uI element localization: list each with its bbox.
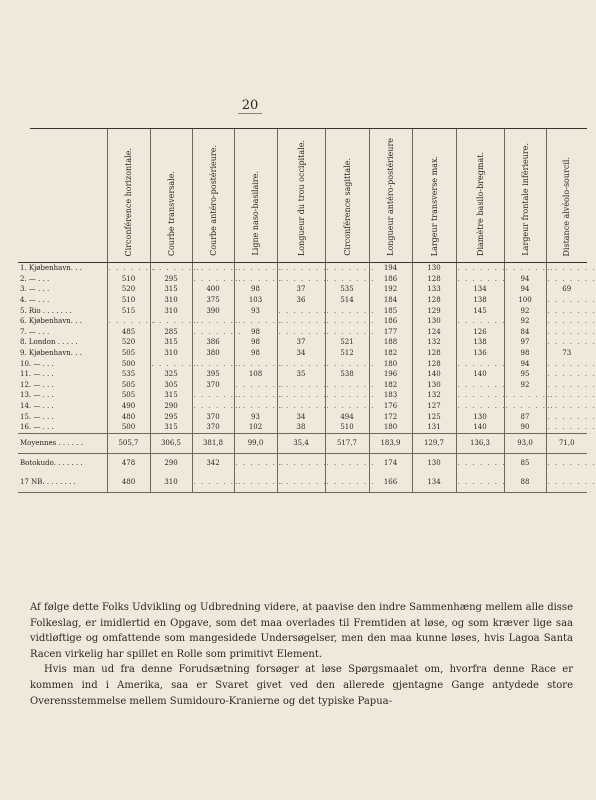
table-cell: . . . . . . . [325,453,369,473]
table-cell: 93 [234,305,277,316]
table-cell: 520 [107,337,150,348]
table-cell: 108 [234,369,277,380]
row-label: 12. — . . . [20,380,54,389]
table-row [18,411,587,422]
table-cell: 130 [412,453,456,473]
column-header [277,129,325,263]
table-cell: . . . . . . . [457,380,506,389]
table-cell: 480 [107,473,150,493]
table-cell: . . . . . . . [326,359,375,368]
table-cell: 480 [107,411,150,422]
table-cell: . . . . . . . [151,359,200,368]
table-cell: . . . . . . . [278,380,327,389]
table-cell: . . . . . . . [278,306,327,315]
table-cell: 310 [150,295,192,306]
table-cell: 98 [234,327,277,338]
table-cell: . . . . . . . [547,317,596,326]
row-label: 3. — . . . [20,285,50,294]
table-cell: 512 [325,348,369,359]
table-cell: 180 [369,358,412,369]
column-header-label: Circonférence horizontale. [124,147,133,256]
table-cell: 90 [504,422,546,433]
table-cell: 505,7 [107,433,150,453]
table-row [18,295,587,306]
table-cell: 38 [277,422,325,433]
table-row [18,305,587,316]
table-cell: . . . . . . . [547,359,596,368]
row-label: 17 NB. . . . . . . . [18,473,107,493]
table-cell: . . . . . . . [547,380,596,389]
table-row [18,369,587,380]
table-cell: . . . . . . . [278,359,327,368]
table-cell: 92 [504,316,546,327]
table-cell: . . . . . . . [277,453,325,473]
table-cell: . . . . . . . [457,317,506,326]
table-cell: . . . . . . . [151,317,200,326]
table-cell: 342 [192,453,234,473]
table-cell: 315 [150,284,192,295]
table-cell: 98 [234,284,277,295]
table-cell: 194 [369,263,412,274]
table-cell: 98 [234,348,277,359]
table-cell: 129 [412,305,456,316]
table-cell: . . . . . . . [505,391,554,400]
table-cell: . . . . . . . [193,327,242,336]
table-cell: 185 [369,305,412,316]
table-cell: 84 [504,327,546,338]
table-row [18,316,587,327]
table-cell: . . . . . . . [326,380,375,389]
table-cell: . . . . . . . [326,306,375,315]
table-cell: . . . . . . . [193,274,242,283]
table-cell: 180 [369,422,412,433]
column-header [107,129,150,263]
table-cell: 395 [192,369,234,380]
table-cell: 295 [150,274,192,285]
table-cell: 166 [369,473,412,493]
table-cell: . . . . . . . [326,327,375,336]
row-label: 11. — . . . [20,370,54,379]
column-header-label: Largeur frontale inférieure. [520,143,530,256]
row-label: 14. — . . . [20,402,54,411]
column-header-label: Circonférence sagittale. [342,158,352,256]
table-cell: 34 [277,411,325,422]
table-cell: 370 [192,380,234,391]
measurement-table [18,129,596,493]
row-label: Botokudo. . . . . . . [18,453,107,473]
table-cell: 94 [504,284,546,295]
table-cell: . . . . . . . [108,317,157,326]
table-cell: . . . . . . . [457,264,506,273]
table-cell: 182 [369,348,412,359]
table-cell: 98 [504,348,546,359]
table-cell: 315 [150,422,192,433]
column-header [456,129,504,263]
row-label: 15. — . . . [20,412,54,421]
row-label-header [18,129,107,263]
table-cell: 295 [150,411,192,422]
table-cell: 98 [234,337,277,348]
table-cell: 505 [107,380,150,391]
table-cell: 124 [412,327,456,338]
table-cell: 285 [150,327,192,338]
table-cell: . . . . . . . [108,264,157,273]
table-cell: . . . . . . . [278,317,327,326]
table-cell: . . . . . . . [326,391,375,400]
table-cell: 140 [412,369,456,380]
table-cell: . . . . . . . [192,473,234,493]
table-cell: 370 [192,411,234,422]
table-cell: . . . . . . . [325,473,369,493]
table-cell: 510 [325,422,369,433]
column-header-label: Ligne naso-basilaire. [251,171,260,256]
table-cell: 145 [456,305,504,316]
table-cell: 192 [369,284,412,295]
table-cell: . . . . . . . [456,473,504,493]
table-cell: 37 [277,284,325,295]
table-cell: 306,5 [150,433,192,453]
table-cell: 136,3 [456,433,504,453]
table-cell: 183 [369,390,412,401]
table-cell: 125 [412,411,456,422]
table-cell: 400 [192,284,234,295]
table-cell: . . . . . . . [278,402,327,411]
table-cell: 315 [150,390,192,401]
table-cell: . . . . . . . [547,338,596,347]
row-label: 8. London . . . . . [20,338,78,347]
table-cell: 71,0 [546,433,587,453]
table-cell: . . . . . . . [278,264,327,273]
table-row [18,433,587,453]
table-cell: 138 [456,337,504,348]
table-cell: 176 [369,401,412,412]
table-row [18,422,587,433]
table-cell: . . . . . . . [235,264,284,273]
table-cell: 93,0 [504,433,546,453]
table-cell: 520 [107,284,150,295]
table-cell: 538 [325,369,369,380]
table-cell: . . . . . . . [193,317,242,326]
table-cell: 310 [150,348,192,359]
column-header [412,129,456,263]
table-row [18,327,587,338]
row-label: 10. — . . . [20,359,54,368]
table-cell: 386 [192,337,234,348]
table-cell: 315 [150,337,192,348]
table-cell: 390 [192,305,234,316]
row-label: 2. — . . . [20,274,50,283]
table-cell: 103 [234,295,277,306]
table-cell: 128 [412,274,456,285]
table-row [18,358,587,369]
table-cell: . . . . . . . [278,391,327,400]
table-row [18,473,587,493]
column-header-label: Courbe transversale. [166,170,176,256]
table-cell: 34 [277,348,325,359]
row-label: 13. — . . . [20,391,54,400]
table-cell: . . . . . . . [547,423,596,432]
table-cell: 310 [150,305,192,316]
paragraph: Hvis man ud fra denne Forudsætning forsøger at løse Spørgsmaalet om, hvorfra denne Race er kommen ind i Amerika, saa er Svaret givet ved den allerede gjentagne Gange antydede store Overensstemmelse mellem Sumidouro-Kranierne og det typiske Papua- [30,664,573,707]
table-cell: 95 [504,369,546,380]
table-cell: 92 [504,305,546,316]
table-row [18,337,587,348]
column-header-label: Courbe antéro-postérieure. [208,145,218,256]
table-cell: 134 [412,473,456,493]
table-cell: . . . . . . . [235,274,284,283]
table-cell: 500 [107,358,150,369]
column-header-label: Largeur transverse max. [429,155,439,256]
table-cell: 94 [504,274,546,285]
table-cell: 310 [150,473,192,493]
body-text [30,600,573,709]
row-label: 1. Kjøbenhavn. . . [20,264,82,273]
table-cell: . . . . . . . [193,264,242,273]
table-cell: . . . . . . . [547,327,596,336]
table-cell: 177 [369,327,412,338]
table-cell: 99,0 [234,433,277,453]
table-cell: 92 [504,380,546,391]
row-label: 6. Kjøbenhavn. . . [20,317,82,326]
table-cell: . . . . . . . [505,264,554,273]
column-header [504,129,546,263]
table-cell: . . . . . . . [547,370,596,379]
table-cell: 69 [546,284,587,295]
table-cell: 505 [107,390,150,401]
table-row [18,390,587,401]
table-cell: 140 [456,422,504,433]
table-cell: 128 [412,295,456,306]
row-label: 16. — . . . [20,423,54,432]
table-cell: 375 [192,295,234,306]
table-cell: . . . . . . . [235,391,284,400]
table-cell: 136 [456,348,504,359]
table-cell: . . . . . . . [193,391,242,400]
table-cell: . . . . . . . [278,327,327,336]
table-cell: . . . . . . . [326,264,375,273]
table-cell: 131 [412,422,456,433]
table-cell: . . . . . . . [457,274,506,283]
table-cell: 196 [369,369,412,380]
table-cell: 128 [412,358,456,369]
table-cell: 490 [107,401,150,412]
table-cell: 130 [412,380,456,391]
table-cell: 138 [456,295,504,306]
table-cell: 37 [277,337,325,348]
table-cell: . . . . . . . [547,412,596,421]
table-cell: . . . . . . . [234,453,277,473]
table-row [18,274,587,285]
column-header-label: Distance alvéolo-sourcil. [562,156,572,256]
table-cell: 183,9 [369,433,412,453]
table-cell: . . . . . . . [547,296,596,305]
table-cell: 174 [369,453,412,473]
table-cell: 186 [369,274,412,285]
table-cell: 36 [277,295,325,306]
table-cell: . . . . . . . [234,473,277,493]
table-cell: 97 [504,337,546,348]
table-cell: 381,8 [192,433,234,453]
column-header [150,129,192,263]
table-cell: 87 [504,411,546,422]
table-cell: 290 [150,401,192,412]
table-cell: 88 [504,473,546,493]
table-cell: 510 [107,274,150,285]
table-cell: 134 [456,284,504,295]
table-cell: 500 [107,422,150,433]
table-cell: 132 [412,390,456,401]
table-cell: 132 [412,337,456,348]
table-cell: 133 [412,284,456,295]
table-cell: 184 [369,295,412,306]
table-cell: . . . . . . . [235,380,284,389]
table-cell: 186 [369,316,412,327]
table-cell: 535 [107,369,150,380]
column-header [192,129,234,263]
table-cell: 494 [325,411,369,422]
table-row [18,453,587,473]
table-cell: . . . . . . . [546,453,587,473]
table-cell: . . . . . . . [547,264,596,273]
table-cell: 485 [107,327,150,338]
table-cell: . . . . . . . [326,402,375,411]
table-cell: 127 [412,401,456,412]
table-cell: . . . . . . . [547,274,596,283]
table-cell: . . . . . . . [326,274,375,283]
table-cell: 514 [325,295,369,306]
table-cell: 510 [107,295,150,306]
table-cell: 305 [150,380,192,391]
table-cell: . . . . . . . [235,359,284,368]
table-cell: . . . . . . . [235,402,284,411]
table-cell: 188 [369,337,412,348]
column-header [369,129,412,263]
table-cell: 140 [456,369,504,380]
table-cell: . . . . . . . [505,402,554,411]
table-cell: 517,7 [325,433,369,453]
table-cell: 182 [369,380,412,391]
table-cell: 128 [412,348,456,359]
table-cell: . . . . . . . [235,317,284,326]
table-cell: 73 [546,348,587,359]
table-cell: . . . . . . . [547,306,596,315]
table-cell: 130 [456,411,504,422]
table-cell: 130 [412,263,456,274]
column-header [546,129,587,263]
table-cell: 85 [504,453,546,473]
table-row [18,401,587,412]
table-cell: . . . . . . . [457,391,506,400]
table-cell: 172 [369,411,412,422]
table-cell: . . . . . . . [193,359,242,368]
table-cell: 129,7 [412,433,456,453]
row-label: 9. Kjøbenhavn. . . [20,349,82,358]
table-row [18,263,587,274]
table-cell: . . . . . . . [278,274,327,283]
table-cell: 521 [325,337,369,348]
table-cell: . . . . . . . [457,402,506,411]
table-row [18,284,587,295]
table-cell: 478 [107,453,150,473]
row-label: Moyennes . . . . . . [18,433,107,453]
column-header-label: Diamètre basilo-bregmat. [475,152,485,256]
table-cell: . . . . . . . [326,317,375,326]
table-cell: 535 [325,284,369,295]
table-cell: . . . . . . . [457,359,506,368]
column-header-label: Longueur antéro-postérieure [386,138,395,256]
table-cell: . . . . . . . [456,453,504,473]
table-cell: 505 [107,348,150,359]
table-cell: 370 [192,422,234,433]
table-cell: . . . . . . . [277,473,325,493]
table-cell: 35 [277,369,325,380]
table-cell: 130 [412,316,456,327]
row-label: 4. — . . . [20,296,50,305]
table-cell: 380 [192,348,234,359]
paragraph: Af følge dette Folks Udvikling og Udbredning videre, at paavise den indre Sammenhæng mellem alle disse Folkeslag, er imidlertid en Opgave, som det maa overlades til Fremtiden at løse, og som kræver lige saa vidtløftige og omfattende som mangesidede Undersøgelser, men den maa kunne løses, hvis Lagoa Santa Racen virkelig har spillet en Rolle som primitivt Element. [30,602,573,660]
page-number: 20 [0,98,500,114]
table-cell: . . . . . . . [547,391,596,400]
column-header [234,129,277,263]
row-label: 7. — . . . [20,327,50,336]
table-cell: 94 [504,358,546,369]
row-label: 5. Rio . . . . . . . [20,306,72,315]
table-cell: 102 [234,422,277,433]
table-cell: 325 [150,369,192,380]
column-header-label: Longueur du trou occipitale. [296,139,306,256]
table-cell: 93 [234,411,277,422]
table-cell: 126 [456,327,504,338]
table-cell: 515 [107,305,150,316]
table-cell: . . . . . . . [546,473,587,493]
table-row [18,380,587,391]
table-cell: . . . . . . . [547,402,596,411]
table-cell: 100 [504,295,546,306]
table-row [18,348,587,359]
table-cell: . . . . . . . [151,264,200,273]
table-cell: . . . . . . . [193,402,242,411]
column-header [325,129,369,263]
table-cell: 290 [150,453,192,473]
table-cell: 35,4 [277,433,325,453]
